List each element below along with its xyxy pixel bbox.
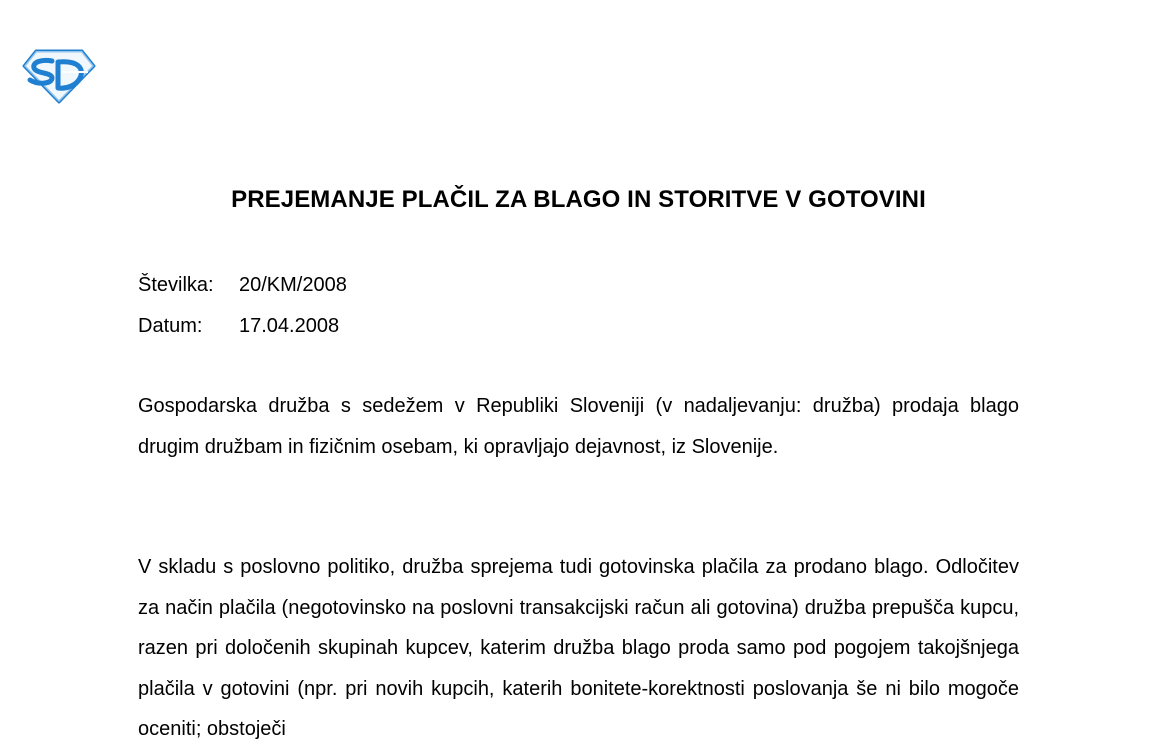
date-label: Datum: <box>138 315 203 337</box>
company-logo <box>22 48 96 104</box>
number-row <box>138 272 347 313</box>
number-value: 20/KM/2008 <box>239 274 347 296</box>
number-label: Številka: <box>138 274 214 296</box>
sd-logo-icon <box>22 48 96 104</box>
document-meta <box>138 272 347 354</box>
document-title: PREJEMANJE PLAČIL ZA BLAGO IN STORITVE V GOTOVINI <box>231 186 926 213</box>
date-row <box>138 313 347 354</box>
paragraph-2: V skladu s poslovno politiko, družba sprejema tudi gotovinska plačila za prodano blago. Odločitev za način plačila (negotovinsko na poslovni transakcijski račun ali gotovina) družba prepušča kupcu, razen pri določenih skupinah kupcev, katerim družba blago proda samo pod pogojem takojšnjega plačila v gotovini (npr. pri novih kupcih, katerih bonitete-korektnosti poslovanja še ni bilo mogoče oceniti; obstoječi <box>138 556 1019 740</box>
date-value: 17.04.2008 <box>239 315 340 337</box>
paragraph-1: Gospodarska družba s sedežem v Republiki Sloveniji (v nadaljevanju: družba) prodaja blago drugim družbam in fizičnim osebam, ki opravljajo dejavnost, iz Slovenije. <box>138 395 1019 458</box>
